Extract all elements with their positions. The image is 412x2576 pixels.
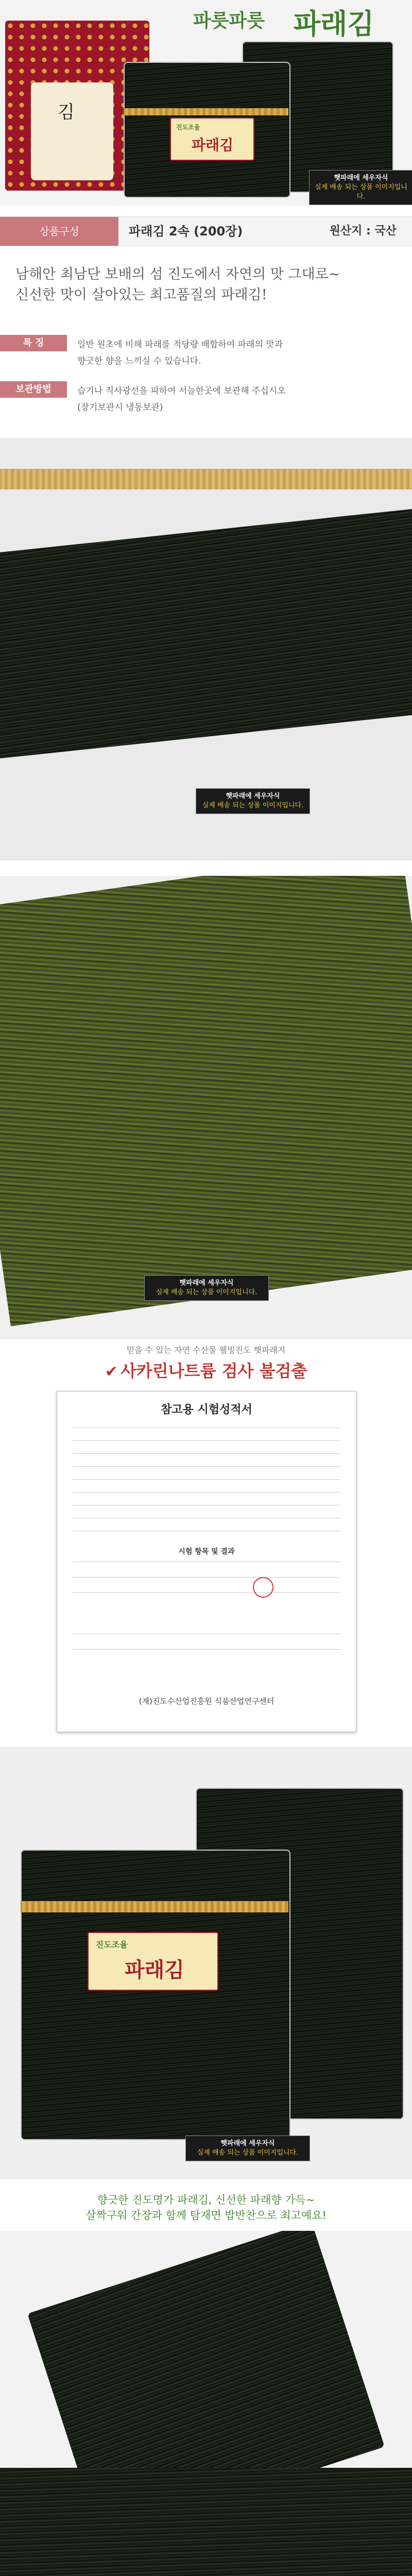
storage-row <box>0 381 412 422</box>
doc-rule <box>73 1479 340 1480</box>
pack-gold-band <box>0 469 412 489</box>
photo-caption <box>185 2136 310 2161</box>
photo-seaweed-closeup <box>0 876 412 1340</box>
caption-line2: 실제 배송 되는 상품 이미지입니다. <box>315 183 407 200</box>
storage-label: 보관방법 <box>0 381 67 398</box>
product-badge: 상품구성 <box>0 217 118 246</box>
header-title: 파래김 <box>294 9 374 40</box>
seaweed-sheet-closeup <box>0 876 412 1326</box>
doc-footer: (재)진도수산업진흥원 식품산업연구센터 <box>139 1697 274 1706</box>
features-text1: 일반 원초에 비해 파래를 적당량 배합하여 파래의 맛과 <box>77 340 283 350</box>
product-name: 파래김 2속 (200장) <box>129 224 243 239</box>
doc-rule <box>73 1466 340 1467</box>
features-text2: 향긋한 향을 느끼실 수 있습니다. <box>77 356 201 366</box>
caption-line1: 햇파래에 세우자식 <box>179 1279 234 1287</box>
desc2-section <box>0 2184 412 2226</box>
product-origin: 원산지 : 국산 <box>329 225 397 238</box>
inspection-subtitle: 믿을 수 있는 자연 수산물 웰빙진도 햇파래지 <box>126 1345 286 1355</box>
features-label: 특 징 <box>0 335 67 351</box>
desc2-line1: 향긋한 진도명가 파래김, 신선한 파래향 가득~ <box>97 2194 315 2206</box>
product-info-section <box>0 206 412 433</box>
pack-gold-band <box>124 108 288 115</box>
photo-caption <box>196 788 310 814</box>
inspection-title-row <box>0 1358 412 1382</box>
package-label <box>88 1932 218 1991</box>
caption-line1: 햇파래에 세우자식 <box>226 792 280 800</box>
caption-line2: 실제 배송 되는 상품 이미지입니다. <box>197 2149 299 2157</box>
intro-line1: 남해안 최남단 보배의 섬 진도에서 자연의 맛 그대로~ <box>15 266 340 282</box>
photo-seaweed-held <box>0 2231 412 2576</box>
photo-caption <box>309 170 412 205</box>
hero-section <box>0 0 412 206</box>
inspection-section <box>0 1340 412 1741</box>
caption-line1: 햇파래에 세우자식 <box>220 2140 275 2147</box>
seaweed-pack-front <box>21 1850 290 2140</box>
doc-rule <box>73 1440 340 1441</box>
doc-title: 참고용 시험성적서 <box>161 1403 252 1416</box>
info-bar <box>0 216 412 246</box>
doc-rule <box>73 1492 340 1493</box>
doc-rule <box>73 1577 340 1578</box>
caption-line1: 햇파래에 세우자식 <box>334 174 388 182</box>
doc-stamp <box>253 1577 273 1598</box>
doc-rule <box>73 1453 340 1454</box>
photo-seaweed-packs <box>0 1747 412 2179</box>
seaweed-sheets <box>0 509 412 758</box>
inspection-title: 사카린나트륨 검사 불검출 <box>120 1361 307 1381</box>
desc2-line2: 살짝구워 간장과 함께 탐재면 밥반찬으로 최고예요! <box>85 2209 327 2222</box>
test-report-document <box>57 1391 356 1732</box>
storage-text1: 습기나 직사광선을 피하여 서늘한곳에 보관해 주십시오 <box>77 386 286 396</box>
seaweed-stack-sheets <box>0 2468 412 2576</box>
doc-rule <box>73 1592 340 1593</box>
pack-gold-band <box>21 1901 288 1912</box>
package-brand-small: 진도조율 <box>96 1940 128 1950</box>
header-tagline: 파릇파릇 <box>193 10 265 31</box>
gift-box-label: 김 <box>31 82 113 180</box>
photo-seaweed-stack <box>0 438 412 860</box>
caption-line2: 실제 배송 되는 상품 이미지입니다. <box>156 1289 258 1296</box>
package-brand-small: 진도조율 <box>176 124 200 131</box>
doc-rule <box>73 1649 340 1650</box>
photo-caption <box>144 1275 269 1301</box>
package-brand-name: 파래김 <box>125 1958 184 1982</box>
package-brand-name: 파래김 <box>192 137 234 154</box>
doc-table-header: 시험 항목 및 결과 <box>178 1548 235 1556</box>
caption-line2: 실제 배송 되는 상품 이미지입니다. <box>202 802 304 809</box>
check-icon: ✔ <box>105 1363 118 1381</box>
features-row <box>0 335 412 376</box>
storage-text2: (장기보관시 냉동보관) <box>77 402 163 413</box>
intro-line2: 신선한 맛이 살아있는 최고품질의 파래김! <box>15 287 267 303</box>
package-label <box>170 117 254 161</box>
